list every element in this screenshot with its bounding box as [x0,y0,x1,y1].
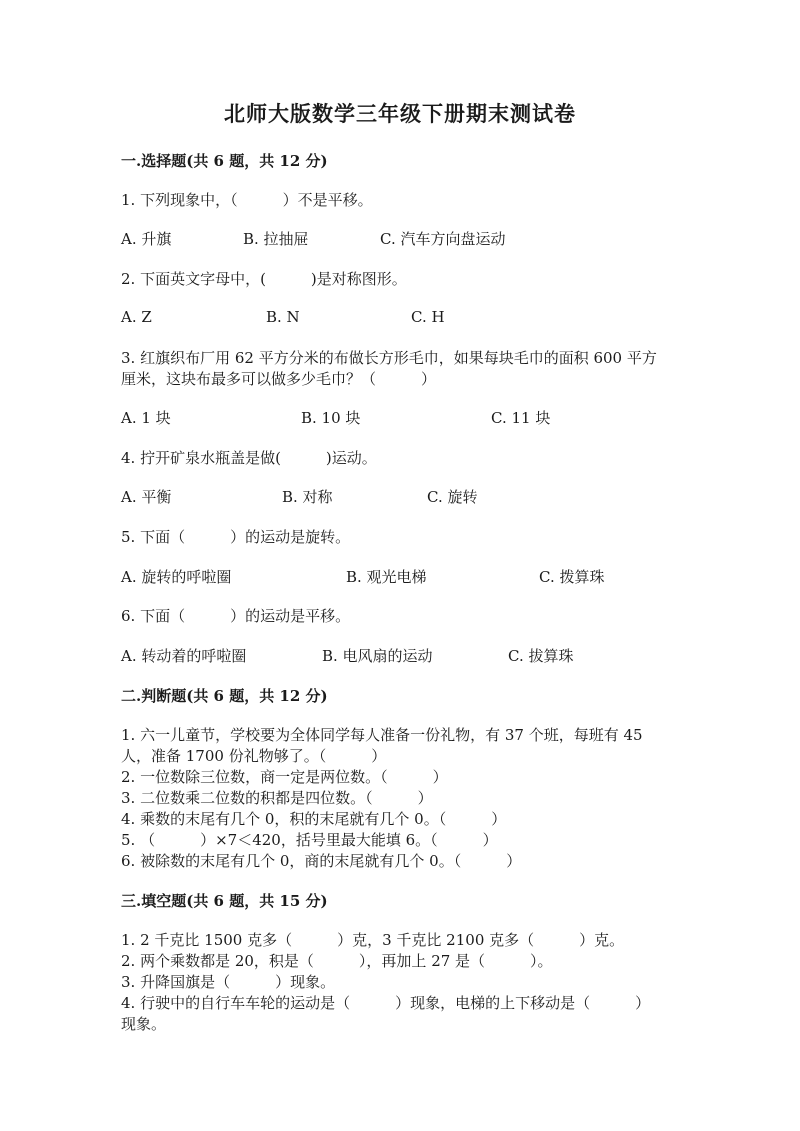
option-a: A. Z [121,308,152,326]
option-c: C. 11 块 [491,409,551,427]
judge-item: 4. 乘数的末尾有几个 0，积的末尾就有几个 0。（ ） [121,810,507,828]
question-stem: 5. 下面（ ）的运动是旋转。 [121,528,351,546]
question-stem: 4. 拧开矿泉水瓶盖是做( )运动。 [121,449,377,467]
option-b: B. 电风扇的运动 [322,647,433,665]
judge-item: 6. 被除数的末尾有几个 0，商的末尾就有几个 0。（ ） [121,852,522,870]
option-c: C. 旋转 [427,488,478,506]
option-c: C. 拔算珠 [508,647,574,665]
judge-item: 1. 六一儿童节，学校要为全体同学每人准备一份礼物，有 37 个班，每班有 45 [121,726,643,744]
option-c: C. 汽车方向盘运动 [380,230,506,248]
judge-item: 5. （ ）×7＜420，括号里最大能填 6。（ ） [121,831,498,849]
question-stem: 6. 下面（ ）的运动是平移。 [121,607,351,625]
option-b: B. 10 块 [301,409,361,427]
option-a: A. 旋转的呼啦圈 [121,568,232,586]
judge-item: 2. 一位数除三位数，商一定是两位数。（ ） [121,768,448,786]
fill-item: 4. 行驶中的自行车车轮的运动是（ ）现象，电梯的上下移动是（ ） [121,994,651,1012]
fill-item: 2. 两个乘数都是 20，积是（ ），再加上 27 是（ ）。 [121,952,553,970]
question-stem: 2. 下面英文字母中，( )是对称图形。 [121,270,407,288]
option-a: A. 转动着的呼啦圈 [121,647,247,665]
fill-item: 1. 2 千克比 1500 克多（ ）克，3 千克比 2100 克多（ ）克。 [121,931,625,949]
fill-item: 3. 升降国旗是（ ）现象。 [121,973,336,991]
option-a: A. 1 块 [121,409,171,427]
option-a: A. 升旗 [121,230,172,248]
option-c: C. H [411,308,445,326]
judge-item: 3. 二位数乘二位数的积都是四位数。（ ） [121,789,433,807]
option-b: B. 对称 [282,488,333,506]
option-b: B. 拉抽屉 [243,230,309,248]
fill-item-continued: 现象。 [121,1015,167,1033]
question-stem-continued: 厘米，这块布最多可以做多少毛巾？（ ） [121,370,437,388]
section-heading-judge: 二.判断题(共 6 题，共 12 分) [121,687,328,705]
section-heading-fill: 三.填空题(共 6 题，共 15 分) [121,892,328,910]
option-a: A. 平衡 [121,488,172,506]
judge-item-continued: 人，准备 1700 份礼物够了。（ ） [121,747,387,765]
option-b: B. 观光电梯 [346,568,427,586]
question-stem: 3. 红旗织布厂用 62 平方分米的布做长方形毛巾，如果每块毛巾的面积 600 平方 [121,349,657,367]
question-stem: 1. 下列现象中，（ ）不是平移。 [121,191,373,209]
option-c: C. 拨算珠 [539,568,605,586]
option-b: B. N [266,308,300,326]
page-title: 北师大版数学三年级下册期末测试卷 [224,101,576,126]
section-heading-choice: 一.选择题(共 6 题，共 12 分) [121,152,328,170]
